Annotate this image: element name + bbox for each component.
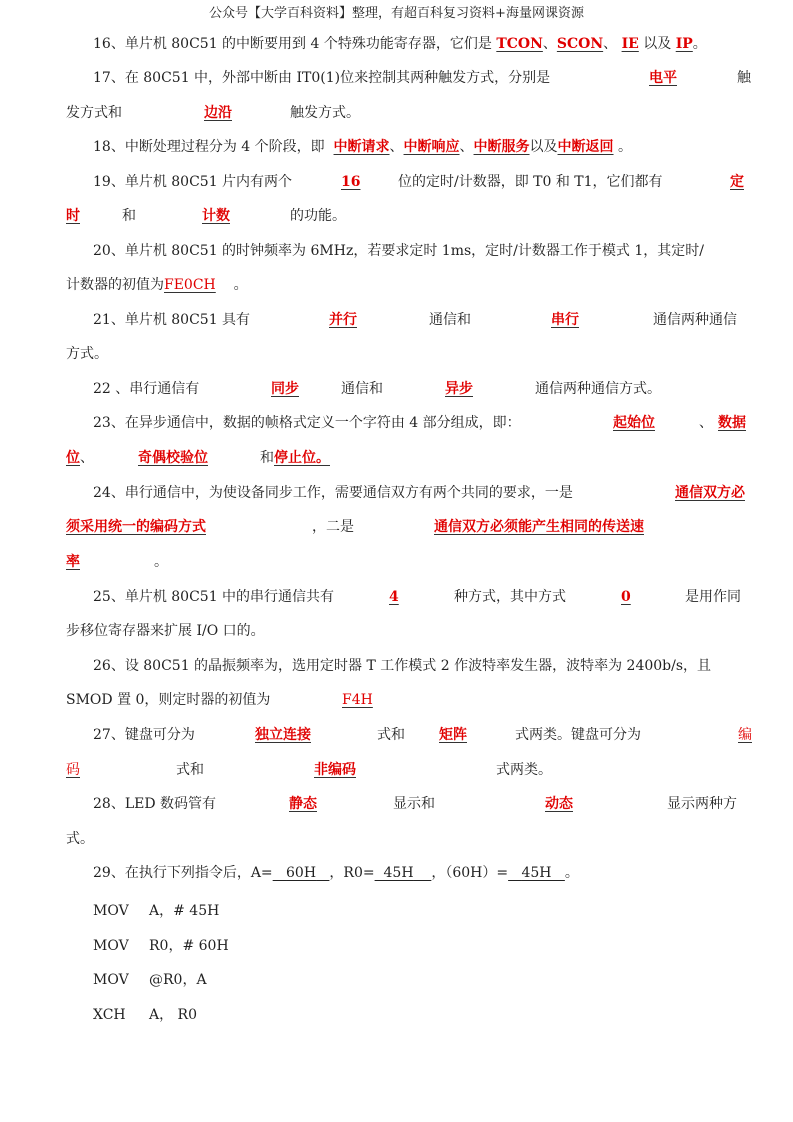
code-line-1: MOV A，# 45H <box>93 903 220 919</box>
question-21: 21、单片机 80C51 具有 并行 通信和 串行 通信两种通信 <box>93 312 737 328</box>
answer-edge: 边沿 <box>204 105 232 121</box>
question-21-line-2: 方式。 <box>66 346 108 362</box>
question-26-line-2: SMOD 置 0，则定时器的初值为 F4H <box>66 692 373 708</box>
answer-ip: IP <box>675 36 693 52</box>
question-24: 24、串行通信中，为使设备同步工作，需要通信双方有两个共同的要求，一是 通信双方必 <box>93 485 745 501</box>
question-29: 29、在执行下列指令后，A= 60H ，R0= 45H ，（60H）= 45H 。 <box>93 865 579 881</box>
question-17-line-2: 发方式和 边沿 触发方式。 <box>66 105 360 121</box>
question-24-line-2: 须采用统一的编码方式 ，二是 通信双方必须能产生相同的传送速 <box>66 519 644 535</box>
question-25-line-2: 步移位寄存器来扩展 I/O 口的。 <box>66 623 265 639</box>
question-24-line-3: 率 。 <box>66 554 168 570</box>
code-line-3: MOV @R0，A <box>93 972 207 988</box>
question-20-line-2: 计数器的初值为FE0CH 。 <box>66 277 248 293</box>
question-27: 27、键盘可分为 独立连接 式和 矩阵 式两类。键盘可分为 编 <box>93 727 752 743</box>
question-19-line-2: 时 和 计数 的功能。 <box>66 208 346 224</box>
code-line-2: MOV R0，# 60H <box>93 938 229 954</box>
question-22: 22 、串行通信有 同步 通信和 异步 通信两种通信方式。 <box>93 381 661 397</box>
answer-tcon: TCON <box>496 36 543 52</box>
question-18: 18、中断处理过程分为 4 个阶段，即 中断请求、中断响应、中断服务以及中断返回 。 <box>93 139 632 155</box>
answer-level: 电平 <box>649 70 677 86</box>
question-26: 26、设 80C51 的晶振频率为，选用定时器 T 工作模式 2 作波特率发生器，波特率为 2400b/s，且 <box>93 658 712 674</box>
question-17: 17、在 80C51 中，外部中断由 IT0(1)位来控制其两种触发方式，分别是 电平 触 <box>93 70 751 86</box>
question-28: 28、LED 数码管有 静态 显示和 动态 显示两种方 <box>93 796 737 812</box>
question-23: 23、在异步通信中，数据的帧格式定义一个字符由 4 部分组成，即： 起始位 、 数据 <box>93 415 746 431</box>
question-28-line-2: 式。 <box>66 831 94 847</box>
answer-scon: SCON <box>556 36 604 52</box>
question-16: 16、单片机 80C51 的中断要用到 4 个特殊功能寄存器，它们是 TCON、SCON、 IE 以及 IP。 <box>93 36 707 52</box>
code-line-4: XCH A， R0 <box>93 1007 198 1023</box>
question-23-line-2: 位、 奇偶校验位 和 停止位。 <box>66 450 330 466</box>
question-25: 25、单片机 80C51 中的串行通信共有 4 种方式，其中方式 0 是用作同 <box>93 589 741 605</box>
answer-ie: IE <box>621 36 639 52</box>
question-27-line-2: 码 式和 非编码 式两类。 <box>66 762 552 778</box>
question-20: 20、单片机 80C51 的时钟频率为 6MHz，若要求定时 1ms，定时/计数器工作于模式 1，其定时/ <box>93 243 704 259</box>
page-header: 公众号【大学百科资料】整理，有超百科复习资料+海量网课资源 <box>209 6 584 21</box>
question-19: 19、单片机 80C51 片内有两个 16 位的定时/计数器，即 T0 和 T1，它们都有 定 <box>93 174 744 190</box>
